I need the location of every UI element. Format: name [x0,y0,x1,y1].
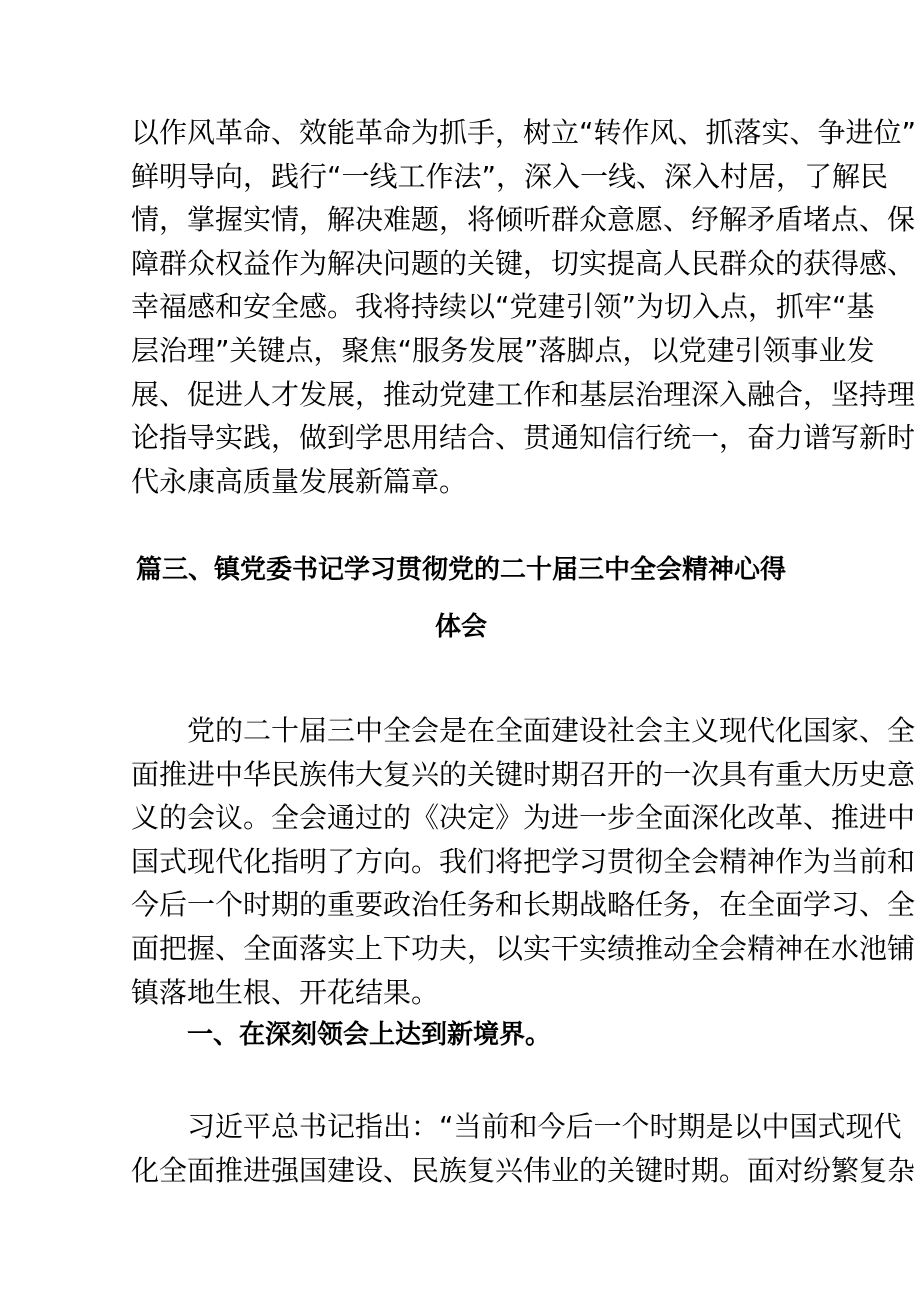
intro-paragraph [131,709,916,1014]
paragraph-line: 论指导实践，做到学思用结合、贯通知信行统一，奋力谱写新时 [131,421,916,455]
quote-paragraph [131,1105,916,1192]
paragraph-line: 镇落地生根、开花结果。 [131,975,440,1009]
paragraph-line: 面推进中华民族伟大复兴的关键时期召开的一次具有重大历史意 [131,757,916,791]
paragraph-line: 化全面推进强国建设、民族复兴伟业的关键时期。面对纷繁复杂 [131,1153,916,1187]
paragraph-line: 展、促进人才发展，推动党建工作和基层治理深入融合，坚持理 [131,377,916,411]
paragraph-line: 代永康高质量发展新篇章。 [131,464,468,498]
paragraph-line: 国式现代化指明了方向。我们将把学习贯彻全会精神作为当前和 [131,844,916,878]
paragraph-line: 今后一个时期的重要政治任务和长期战略任务，在全面学习、全 [131,888,916,922]
section-title-line-1: 篇三、镇党委书记学习贯彻党的二十届三中全会精神心得 [135,555,786,585]
paragraph-continuation [131,111,917,503]
paragraph-line: 习近平总书记指出：“当前和今后一个时期是以中国式现代 [187,1110,902,1143]
paragraph-line: 面把握、全面落实上下功夫，以实干实绩推动全会精神在水池铺 [131,931,916,965]
subheading-one: 一、在深刻领会上达到新境界。 [187,1020,552,1050]
paragraph-line: 鲜明导向，践行“一线工作法”，深入一线、深入村居，了解民 [131,159,889,193]
paragraph-line: 义的会议。全会通过的《决定》为进一步全面深化改革、推进中 [131,801,916,835]
paragraph-line: 层治理”关键点，聚焦“服务发展”落脚点，以党建引领事业发 [131,333,875,367]
paragraph-line: 以作风革命、效能革命为抓手，树立“转作风、抓落实、争进位” [131,116,917,149]
paragraph-line: 情，掌握实情，解决难题，将倾听群众意愿、纾解矛盾堵点、保 [131,203,916,237]
paragraph-line: 党的二十届三中全会是在全面建设社会主义现代化国家、全 [187,714,916,747]
paragraph-line: 幸福感和安全感。我将持续以“党建引领”为切入点，抓牢“基 [131,290,875,324]
section-title-line-2: 体会 [434,612,487,642]
paragraph-line: 障群众权益作为解决问题的关键，切实提高人民群众的获得感、 [131,246,916,280]
